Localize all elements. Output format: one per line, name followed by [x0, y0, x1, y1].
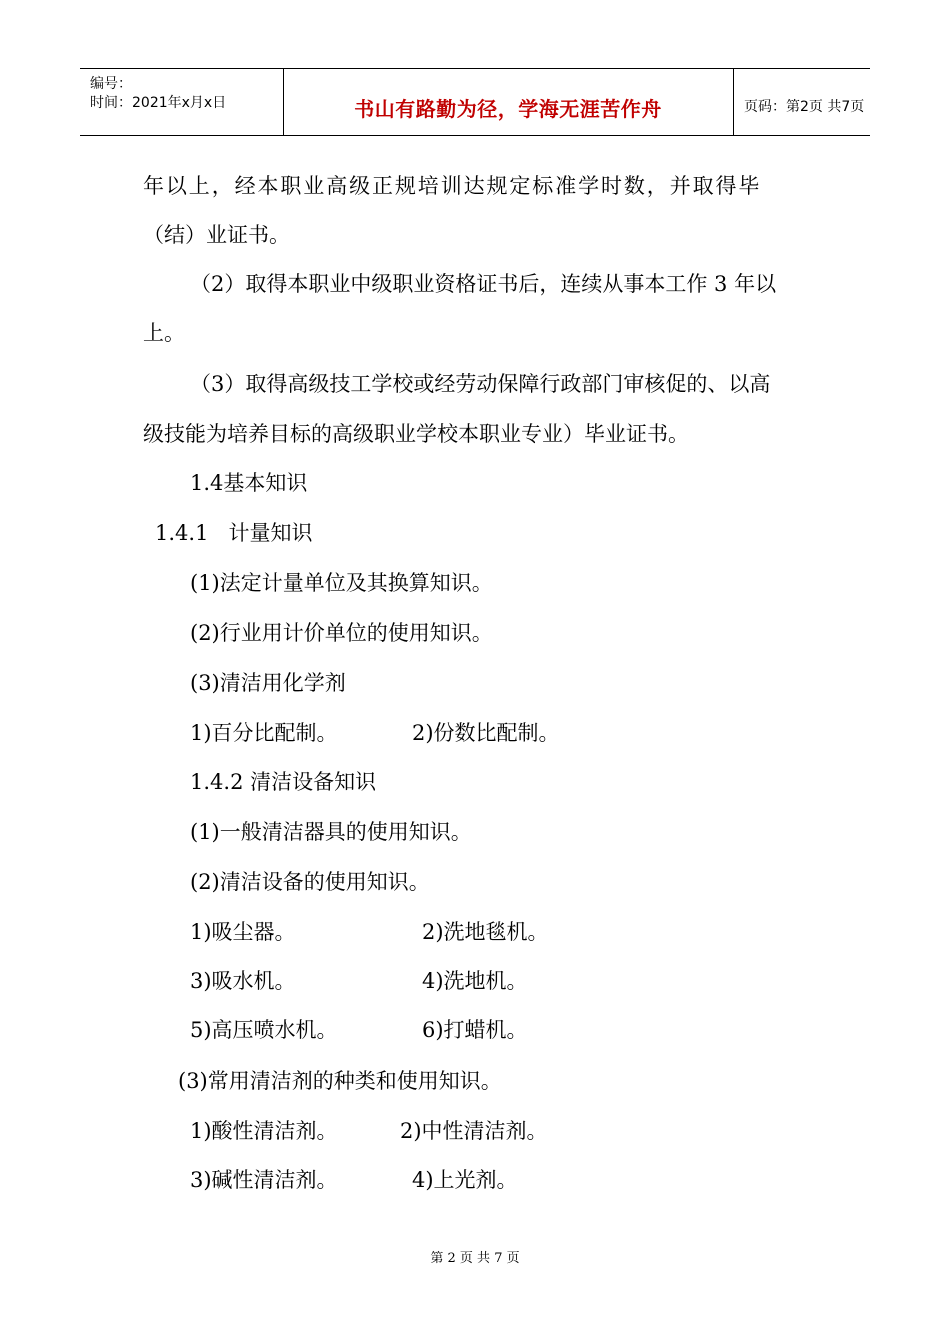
- paragraph-line: （结）业证书。: [143, 223, 290, 247]
- page-header: [80, 68, 870, 136]
- list-item: (3)常用清洁剂的种类和使用知识。: [178, 1069, 502, 1093]
- list-item: 3)碱性清洁剂。: [190, 1168, 338, 1192]
- header-meta-cell: [80, 69, 284, 135]
- list-item: 2)份数比配制。: [412, 721, 560, 745]
- subsection-heading: 1.4.2 清洁设备知识: [190, 770, 377, 794]
- subsection-heading: 1.4.1 计量知识: [155, 521, 313, 545]
- list-item: (3)清洁用化学剂: [190, 671, 346, 695]
- list-item: 3)吸水机。: [190, 969, 296, 993]
- list-item: (2)清洁设备的使用知识。: [190, 870, 430, 894]
- list-item: (2)行业用计价单位的使用知识。: [190, 621, 493, 645]
- list-item: (1)一般清洁器具的使用知识。: [190, 820, 472, 844]
- header-motto-cell: [283, 69, 734, 135]
- list-item: 5)高压喷水机。: [190, 1018, 338, 1042]
- header-page-number: 页码：第2页 共7页: [744, 99, 865, 115]
- paragraph-line: 年以上，经本职业高级正规培训达规定标准学时数，并取得毕: [143, 174, 762, 198]
- list-item: 2)洗地毯机。: [422, 920, 549, 944]
- header-motto: 书山有路勤为径，学海无涯苦作舟: [354, 97, 662, 121]
- list-item: 1)吸尘器。: [190, 920, 296, 944]
- page-footer-number: 第 2 页 共 7 页: [430, 1251, 520, 1266]
- paragraph-line: 级技能为培养目标的高级职业学校本职业专业）毕业证书。: [143, 422, 689, 446]
- paragraph-line: 上。: [143, 321, 185, 345]
- list-item: (1)法定计量单位及其换算知识。: [190, 571, 493, 595]
- header-page-cell: [734, 69, 870, 135]
- document-date-label: 时间：2021年x月x日: [90, 95, 227, 111]
- section-heading: 1.4基本知识: [190, 471, 308, 495]
- list-item: 6)打蜡机。: [422, 1018, 528, 1042]
- list-item: 4)上光剂。: [412, 1168, 518, 1192]
- document-code-label: 编号：: [90, 76, 132, 92]
- paragraph-line: （3）取得高级技工学校或经劳动保障行政部门审核促的、以高: [190, 372, 771, 396]
- paragraph-line: （2）取得本职业中级职业资格证书后，连续从事本工作 3 年以: [190, 272, 777, 296]
- list-item: 4)洗地机。: [422, 969, 528, 993]
- list-item: 1)酸性清洁剂。: [190, 1119, 338, 1143]
- list-item: 2)中性清洁剂。: [400, 1119, 548, 1143]
- list-item: 1)百分比配制。: [190, 721, 338, 745]
